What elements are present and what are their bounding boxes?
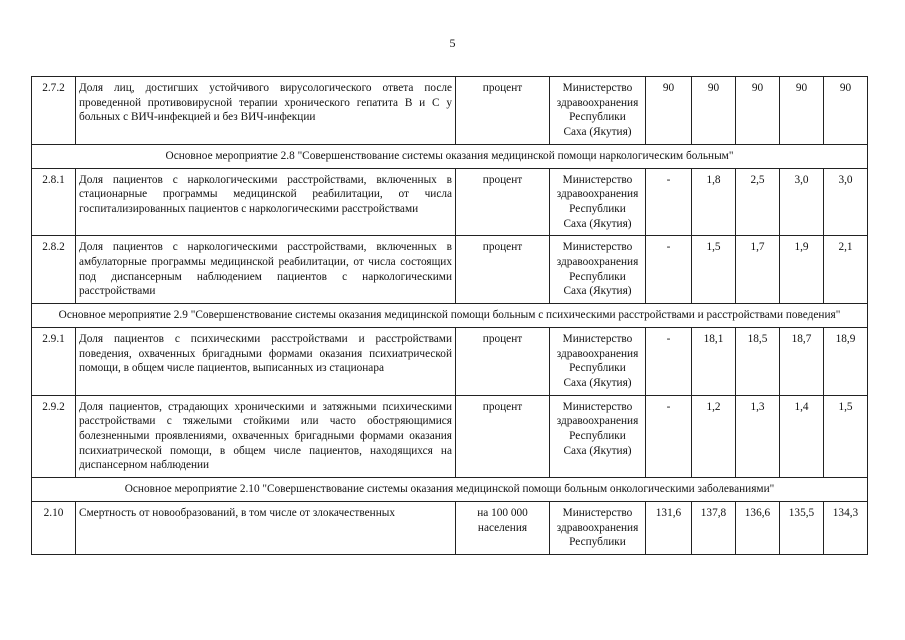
indicator-value: - <box>646 327 692 395</box>
executor-line: Саха (Якутия) <box>563 126 632 139</box>
indicator-number: 2.9.2 <box>32 395 76 478</box>
indicator-value: 90 <box>736 77 780 145</box>
executor-line: Саха (Якутия) <box>563 285 632 298</box>
indicator-value: 18,9 <box>824 327 868 395</box>
indicator-value: 3,0 <box>780 168 824 236</box>
indicator-value: 131,6 <box>646 501 692 554</box>
indicator-name: Смертность от новообразований, в том числе от злокачественных <box>76 501 456 554</box>
executor-line: Саха (Якутия) <box>563 217 632 230</box>
indicator-row <box>32 395 868 478</box>
executor-line: Министерство <box>562 173 633 186</box>
indicator-value: 2,1 <box>824 236 868 304</box>
indicator-executor <box>550 77 646 145</box>
executor-line: Министерство <box>562 241 633 254</box>
indicator-name: Доля пациентов с наркологическими расстройствами, включенных в стационарные программы медицинской реабилитации, от числа госпитализированных пациентов с наркологическими расстройствами <box>76 168 456 236</box>
indicator-executor <box>550 395 646 478</box>
indicator-name: Доля лиц, достигших устойчивого вирусологического ответа после проведенной противовирусной терапии хронического гепатита В и С у больных с ВИЧ-инфекцией и без ВИЧ-инфекции <box>76 77 456 145</box>
indicator-name: Доля пациентов с наркологическими расстройствами, включенных в амбулаторные программы медицинской реабилитации, от числа состоящих под диспансерным наблюдением пациентов с наркологическими расстройствами <box>76 236 456 304</box>
indicator-value: - <box>646 395 692 478</box>
executor-line: Саха (Якутия) <box>563 444 632 457</box>
indicator-number: 2.10 <box>32 501 76 554</box>
executor-line: здравоохранения <box>556 415 639 428</box>
executor-line: Республики <box>569 270 626 283</box>
indicator-value: 1,2 <box>692 395 736 478</box>
executor-line: Министерство <box>562 506 633 519</box>
page-number: 5 <box>449 36 456 50</box>
indicator-unit: процент <box>456 77 550 145</box>
indicator-value: 90 <box>646 77 692 145</box>
indicator-value: 1,4 <box>780 395 824 478</box>
indicator-unit: на 100 000 населения <box>456 501 550 554</box>
executor-line: здравоохранения <box>556 256 639 269</box>
indicators-table <box>31 76 868 555</box>
indicator-value: 1,7 <box>736 236 780 304</box>
section-row <box>32 478 868 502</box>
indicator-executor <box>550 501 646 554</box>
indicator-value: 1,9 <box>780 236 824 304</box>
indicator-value: 90 <box>824 77 868 145</box>
executor-line: Министерство <box>562 82 633 94</box>
indicators-table-body <box>32 77 868 555</box>
executor-line: Республики <box>569 111 626 124</box>
executor-line: Министерство <box>562 332 633 345</box>
indicator-value: 1,5 <box>824 395 868 478</box>
executor-line: здравоохранения <box>556 188 639 201</box>
section-title: Основное мероприятие 2.10 "Совершенствование системы оказания медицинской помощи больным онкологическими заболеваниями" <box>32 478 868 502</box>
indicator-number: 2.8.2 <box>32 236 76 304</box>
executor-line: здравоохранения <box>556 521 639 534</box>
executor-line: здравоохранения <box>556 347 639 360</box>
indicator-value: 136,6 <box>736 501 780 554</box>
indicator-unit: процент <box>456 168 550 236</box>
indicator-value: 90 <box>780 77 824 145</box>
executor-line: Республики <box>569 430 626 443</box>
indicator-value: 1,3 <box>736 395 780 478</box>
indicator-value: - <box>646 168 692 236</box>
indicator-executor <box>550 168 646 236</box>
indicator-executor <box>550 327 646 395</box>
indicator-row <box>32 327 868 395</box>
executor-line: Республики <box>569 536 626 549</box>
section-title: Основное мероприятие 2.9 "Совершенствование системы оказания медицинской помощи больным с психическими расстройствами и расстройствами поведения" <box>32 304 868 328</box>
section-row <box>32 304 868 328</box>
executor-line: здравоохранения <box>556 96 639 109</box>
indicator-unit: процент <box>456 327 550 395</box>
indicator-number: 2.7.2 <box>32 77 76 145</box>
executor-line: Республики <box>569 202 626 215</box>
indicator-name: Доля пациентов с психическими расстройствами и расстройствами поведения, охваченных бригадными формами оказания психиатрической помощи, в общем числе пациентов, выписанных из стационара <box>76 327 456 395</box>
indicator-value: 1,8 <box>692 168 736 236</box>
indicator-number: 2.8.1 <box>32 168 76 236</box>
indicator-unit: процент <box>456 236 550 304</box>
indicator-value: - <box>646 236 692 304</box>
indicator-name: Доля пациентов, страдающих хроническими и затяжными психическими расстройствами с тяжелыми стойкими или часто обостряющимися болезненными проявлениями, охваченных бригадными формами оказания психиатрической помощи, в общем числе пациентов, находящихся на диспансерном наблюдении <box>76 395 456 478</box>
indicator-value: 2,5 <box>736 168 780 236</box>
executor-line: Республики <box>569 362 626 375</box>
section-title: Основное мероприятие 2.8 "Совершенствование системы оказания медицинской помощи наркологическим больным" <box>32 144 868 168</box>
indicator-value: 137,8 <box>692 501 736 554</box>
indicator-unit: процент <box>456 395 550 478</box>
executor-line: Саха (Якутия) <box>563 376 632 389</box>
indicator-value: 18,7 <box>780 327 824 395</box>
indicator-value: 18,5 <box>736 327 780 395</box>
indicator-executor <box>550 236 646 304</box>
indicator-value: 18,1 <box>692 327 736 395</box>
indicator-value: 3,0 <box>824 168 868 236</box>
indicator-value: 1,5 <box>692 236 736 304</box>
indicator-row <box>32 77 868 145</box>
indicator-number: 2.9.1 <box>32 327 76 395</box>
indicator-row <box>32 168 868 236</box>
executor-line: Министерство <box>562 400 633 413</box>
indicator-value: 135,5 <box>780 501 824 554</box>
indicator-value: 134,3 <box>824 501 868 554</box>
section-row <box>32 144 868 168</box>
indicator-row <box>32 501 868 554</box>
indicator-row <box>32 236 868 304</box>
indicator-value: 90 <box>692 77 736 145</box>
